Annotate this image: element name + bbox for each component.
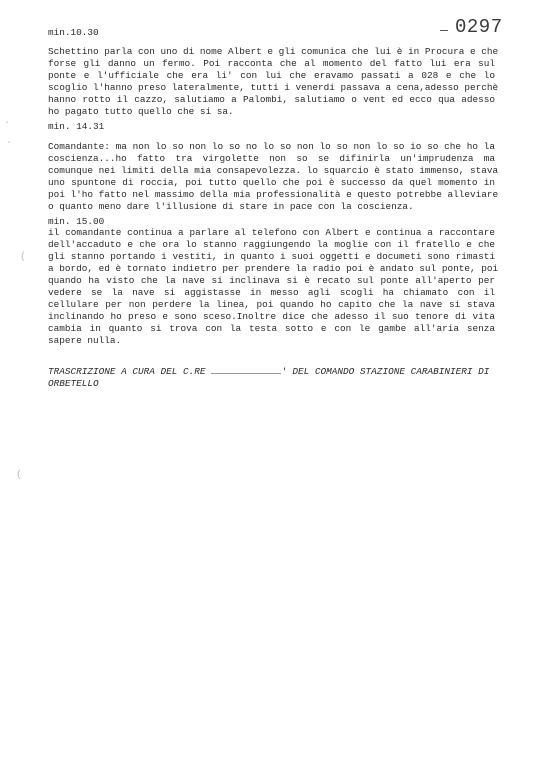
section-1-line-5: hanno rotto il cazzo, salutiamo a Palombi, salutiamo o vent ed ecco qua adesso bbox=[48, 94, 495, 105]
section-3-line-5: quando ha visto che la nave si inclinava si è recato sul ponte all'aperto per bbox=[48, 275, 495, 286]
scan-speck: ( bbox=[16, 470, 23, 481]
section-3-line-6: vedere se la nave si aggistasse in messo agli scogli ha chiamato con il bbox=[48, 287, 495, 298]
section-1-line-2: forse gli danno un fermo. Poi racconta che al momento del fatto lui era sul bbox=[48, 58, 495, 69]
section-3-line-4: a bordo, ed è tornato indietro per prendere la radio poi è andato sul ponte, poi bbox=[48, 263, 499, 274]
footer-line-2: ORBETELLO bbox=[48, 378, 99, 389]
section-3-line-2: dell'accaduto e che ora lo stanno raggiungendo la moglie con il fratello e che bbox=[48, 239, 495, 250]
section-3-line-3: gli stanno portando i vestiti, in quanto i suoi oggetti e documeti sono rimasti bbox=[48, 251, 495, 262]
page-mark bbox=[440, 30, 448, 31]
section-2-line-3: comunque nei limiti della mia consapevolezza. lo squarcio è stato immenso, stava bbox=[48, 165, 499, 176]
section-3-line-8: inclinando ho preso e sono sceso.Inoltre dice che adesso il suo tenore di vita bbox=[48, 311, 495, 322]
section-1-line-1: Schettino parla con uno di nome Albert e gli comunica che lui è in Procura e che bbox=[48, 46, 499, 57]
section-3-line-10: sapere nulla. bbox=[48, 335, 122, 346]
scan-speck: · bbox=[6, 138, 13, 149]
footer-suffix: ' DEL COMANDO STAZIONE CARABINIERI DI bbox=[281, 366, 490, 377]
section-2-line-5: poi l'ho fatto nel massimo della mia professionalità e questo potrebbe alleviare bbox=[48, 189, 499, 200]
section-3-line-1: il comandante continua a parlare al telefono con Albert e continua a raccontare bbox=[48, 227, 495, 238]
section-1-line-3: ponte e l'ufficiale che era li' con lui che eravamo passati a 028 e che lo bbox=[48, 70, 495, 81]
section-3-line-9: cambia in quanto si trova con la testa sotto e con le gambe all'aria senza bbox=[48, 323, 495, 334]
section-2-line-1: Comandante: ma non lo so non lo so no lo so non lo so non lo so io so che ho la bbox=[48, 141, 495, 152]
section-2-timestamp: min. 14.31 bbox=[48, 121, 105, 132]
section-2-line-4: uno spuntone di roccia, poi tutto quello che poi è successo da quel momento in bbox=[48, 177, 495, 188]
redaction-mark bbox=[211, 372, 281, 374]
page-number: 0297 bbox=[455, 16, 503, 38]
section-1-line-4: scoglio l'hanno preso lateralmente, tutti i venerdi passava a cena,adesso perchè bbox=[48, 82, 499, 93]
section-3-timestamp: min. 15.00 bbox=[48, 216, 105, 227]
section-1-line-6: ho pagato tutto quello che si sa. bbox=[48, 106, 234, 117]
section-2-line-2: coscienza...ho fatto tra virgolette non so se difinirla un'imprudenza ma bbox=[48, 153, 495, 164]
section-1-timestamp: min.10.30 bbox=[48, 27, 99, 38]
section-3-line-7: cellulare per non perdere la linea, poi quando ho capito che la nave si stava bbox=[48, 299, 495, 310]
footer-line-1 bbox=[48, 366, 489, 378]
scan-speck: ( bbox=[20, 252, 27, 263]
section-2-line-6: o quanto meno dare l'illusione di stare in pace con la coscienza. bbox=[48, 201, 414, 212]
scan-speck: · bbox=[4, 118, 11, 129]
footer-prefix: TRASCRIZIONE A CURA DEL C.RE bbox=[48, 366, 206, 377]
